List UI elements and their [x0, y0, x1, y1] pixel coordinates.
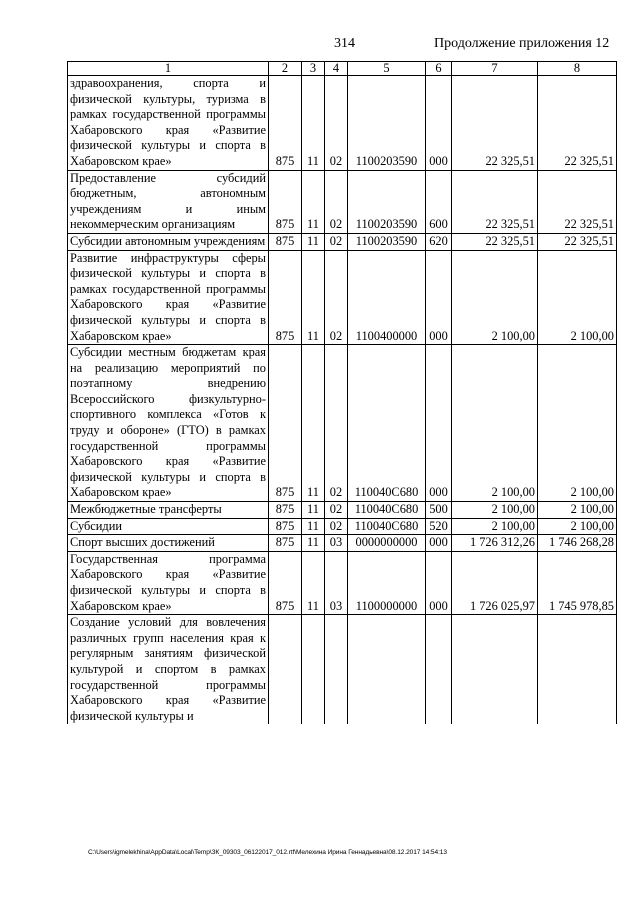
- cell-ministry: 875: [269, 76, 302, 171]
- cell-target-article: 110040С680: [348, 345, 426, 502]
- cell-expense-type: 000: [426, 76, 452, 171]
- row-name: Предоставление субсидий бюджетным, автономным учреждениям и иным некоммерческим организациям: [68, 170, 269, 233]
- cell-section: 11: [302, 535, 325, 552]
- cell-ministry: 875: [269, 345, 302, 502]
- column-header: 4: [325, 62, 348, 76]
- cell-subsection: 02: [325, 233, 348, 250]
- cell-subsection: 02: [325, 170, 348, 233]
- cell-amount-2: 1 745 978,85: [538, 551, 617, 614]
- row-name: Субсидии местным бюджетам края на реализацию мероприятий по поэтапному внедрению Всероссийского физкультурно-спортивного комплекса «Готов к труду и обороне» (ГТО) в рамках государственной программы Хабаровского края «Развитие физической культуры и спорта в Хабаровском крае»: [68, 345, 269, 502]
- cell-section: 11: [302, 518, 325, 535]
- row-name: Спорт высших достижений: [68, 535, 269, 552]
- cell-subsection: 02: [325, 250, 348, 345]
- cell-amount-2: 2 100,00: [538, 518, 617, 535]
- cell-expense-type: [426, 615, 452, 725]
- cell-section: [302, 615, 325, 725]
- cell-subsection: 02: [325, 502, 348, 519]
- cell-amount-1: 1 726 312,26: [452, 535, 538, 552]
- cell-amount-1: 22 325,51: [452, 76, 538, 171]
- cell-expense-type: 000: [426, 345, 452, 502]
- cell-expense-type: 000: [426, 535, 452, 552]
- cell-expense-type: 000: [426, 551, 452, 614]
- cell-target-article: 1100400000: [348, 250, 426, 345]
- cell-section: 11: [302, 502, 325, 519]
- table-row: [68, 345, 617, 502]
- table-row: [68, 535, 617, 552]
- budget-table: [67, 61, 617, 724]
- cell-amount-1: [452, 615, 538, 725]
- row-name: Государственная программа Хабаровского края «Развитие физической культуры и спорта в Хабаровском крае»: [68, 551, 269, 614]
- cell-amount-1: 22 325,51: [452, 170, 538, 233]
- page-number: 314: [334, 36, 355, 51]
- row-name: здравоохранения, спорта и физической культуры, туризма в рамках государственной программы Хабаровского края «Развитие физической культуры и спорта в Хабаровском крае»: [68, 76, 269, 171]
- column-header: 2: [269, 62, 302, 76]
- cell-ministry: 875: [269, 535, 302, 552]
- cell-ministry: [269, 615, 302, 725]
- cell-expense-type: 600: [426, 170, 452, 233]
- table-row: [68, 76, 617, 171]
- cell-ministry: 875: [269, 518, 302, 535]
- row-name: Субсидии: [68, 518, 269, 535]
- table-row: [68, 518, 617, 535]
- table-row: [68, 250, 617, 345]
- cell-subsection: 03: [325, 535, 348, 552]
- row-name: Межбюджетные трансферты: [68, 502, 269, 519]
- cell-amount-2: 22 325,51: [538, 170, 617, 233]
- cell-section: 11: [302, 551, 325, 614]
- cell-subsection: 02: [325, 518, 348, 535]
- cell-target-article: [348, 615, 426, 725]
- cell-section: 11: [302, 250, 325, 345]
- cell-target-article: 110040С680: [348, 518, 426, 535]
- row-name: Создание условий для вовлечения различных групп населения края к регулярным занятиям физической культурой и спортом в рамках государственной программы Хабаровского края «Развитие физической культуры и: [68, 615, 269, 725]
- cell-amount-1: 2 100,00: [452, 518, 538, 535]
- cell-amount-2: 2 100,00: [538, 250, 617, 345]
- cell-amount-2: 22 325,51: [538, 233, 617, 250]
- cell-amount-1: 1 726 025,97: [452, 551, 538, 614]
- column-header: 1: [68, 62, 269, 76]
- cell-ministry: 875: [269, 250, 302, 345]
- cell-amount-2: 2 100,00: [538, 502, 617, 519]
- table-row: [68, 502, 617, 519]
- cell-expense-type: 500: [426, 502, 452, 519]
- cell-expense-type: 000: [426, 250, 452, 345]
- cell-amount-2: 1 746 268,28: [538, 535, 617, 552]
- cell-section: 11: [302, 170, 325, 233]
- cell-target-article: 110040С680: [348, 502, 426, 519]
- cell-ministry: 875: [269, 170, 302, 233]
- cell-amount-1: 2 100,00: [452, 345, 538, 502]
- cell-target-article: 0000000000: [348, 535, 426, 552]
- cell-subsection: [325, 615, 348, 725]
- cell-subsection: 02: [325, 76, 348, 171]
- cell-subsection: 03: [325, 551, 348, 614]
- table-row: [68, 615, 617, 725]
- cell-subsection: 02: [325, 345, 348, 502]
- cell-ministry: 875: [269, 502, 302, 519]
- cell-amount-1: 2 100,00: [452, 250, 538, 345]
- cell-expense-type: 620: [426, 233, 452, 250]
- column-header: 3: [302, 62, 325, 76]
- cell-amount-2: 2 100,00: [538, 345, 617, 502]
- column-header: 5: [348, 62, 426, 76]
- cell-section: 11: [302, 345, 325, 502]
- footer-file-path: C:\Users\igmelekhina\AppData\Local\Temp\ЗК_09303_06122017_012.rtf\Мелехина Ирина Геннадьевна\08.12.2017 14:54:13: [88, 849, 447, 856]
- cell-ministry: 875: [269, 551, 302, 614]
- row-name: Субсидии автономным учреждениям: [68, 233, 269, 250]
- table-row: [68, 551, 617, 614]
- cell-amount-1: 2 100,00: [452, 502, 538, 519]
- cell-section: 11: [302, 233, 325, 250]
- cell-target-article: 1100203590: [348, 170, 426, 233]
- column-header: 8: [538, 62, 617, 76]
- column-header-row: [68, 62, 617, 76]
- cell-expense-type: 520: [426, 518, 452, 535]
- cell-target-article: 1100203590: [348, 76, 426, 171]
- cell-amount-1: 22 325,51: [452, 233, 538, 250]
- cell-amount-2: [538, 615, 617, 725]
- cell-amount-2: 22 325,51: [538, 76, 617, 171]
- table-row: [68, 233, 617, 250]
- table-row: [68, 170, 617, 233]
- cell-section: 11: [302, 76, 325, 171]
- column-header: 7: [452, 62, 538, 76]
- row-name: Развитие инфраструктуры сферы физической культуры и спорта в рамках государственной программы Хабаровского края «Развитие физической культуры и спорта в Хабаровском крае»: [68, 250, 269, 345]
- appendix-continuation-label: Продолжение приложения 12: [434, 36, 610, 51]
- cell-ministry: 875: [269, 233, 302, 250]
- cell-target-article: 1100000000: [348, 551, 426, 614]
- column-header: 6: [426, 62, 452, 76]
- cell-target-article: 1100203590: [348, 233, 426, 250]
